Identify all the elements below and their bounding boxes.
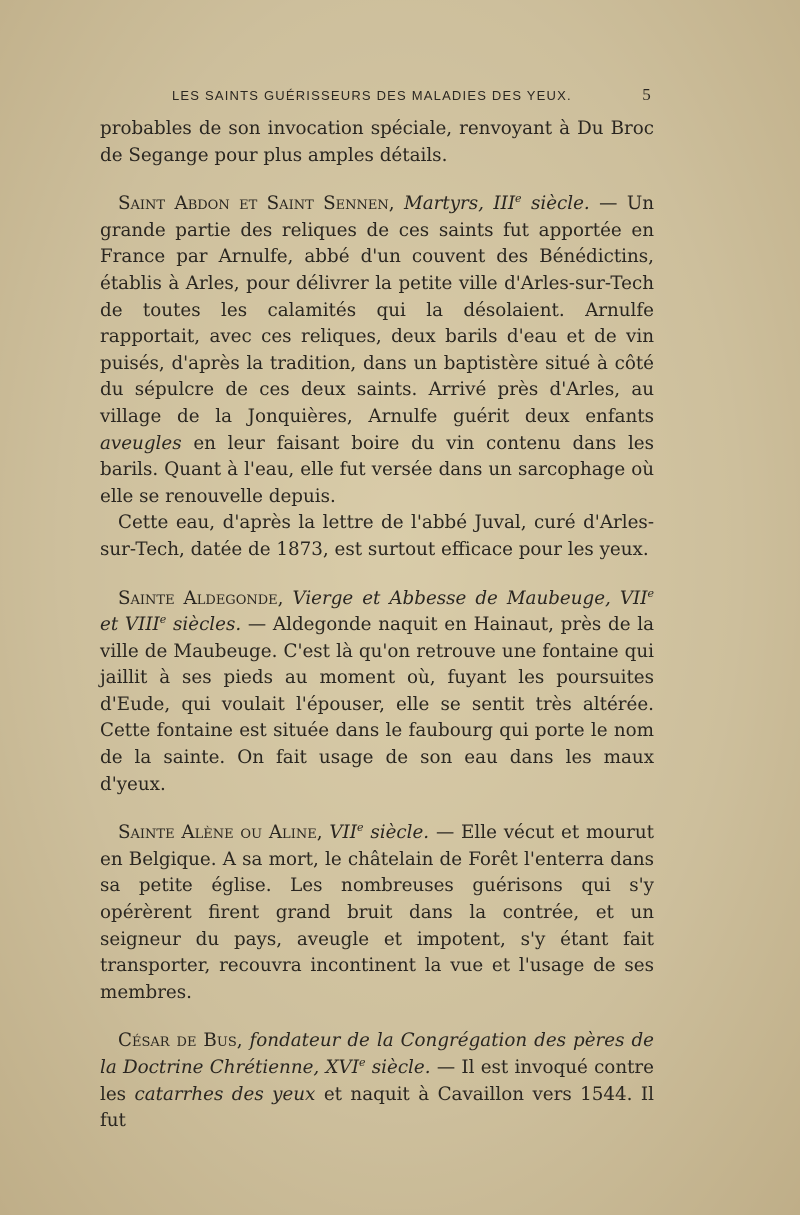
header-title: LES SAINTS GUÉRISSEURS DES MALADIES DES YEUX. (172, 88, 572, 103)
entry-abdon-sennen (100, 191, 654, 510)
page-number: 5 (642, 85, 652, 104)
entry-cesar-de-bus (100, 1028, 654, 1134)
entry-text: — Aldegonde naquit en Hainaut, près de la ville de Maubeuge. C'est là qu'on retrouve une fontaine qui jaillit à ses pieds au moment où, fuyant les poursuites d'Eude, qui voulait l'épouser, elle se sentit très altérée. Cette fontaine est située dans le faubourg qui porte le nom de la sainte. On fait usage de son eau dans les maux d'yeux. (100, 614, 655, 795)
entry-qualifier: VIIe siècle. (329, 821, 430, 844)
entry-text: — Un grande partie des reliques de ces saints fut apportée en France par Arnulfe, abbé d'un couvent des Bénédictins, établis à Arles, pour délivrer la petite ville d'Arles-sur-Tech de toutes les calamités qui la désolaient. Arnulfe rapportait, avec ces reliques, deux barils d'eau et de vin puisés, d'après la tradition, dans un baptistère situé à côté du sépulcre de ces deux saints. Arrivé près d'Arles, au village de la Jonquières, Arnulfe guérit deux enfants (100, 193, 655, 427)
entry-name: Saint Abdon et Saint Sennen, (118, 193, 395, 215)
entry-aldegonde (100, 586, 654, 799)
entry-text-2: en leur faisant boire du vin contenu dans les barils. Quant à l'eau, elle fut versée dans un sarcophage où elle se renouvelle depuis. (100, 432, 655, 507)
entry-text: — Il est invoqué contre les (100, 1057, 654, 1105)
entry-qualifier: fondateur de la Congrégation des pères de la Doctrine Chrétienne, XVIe siècle. (100, 1030, 654, 1078)
entry-emphasis: aveugles (100, 432, 182, 454)
entry-qualifier: Martyrs, IIIe siècle. (404, 192, 590, 215)
entry-name: César de Bus, (118, 1030, 243, 1052)
entry-qualifier: Vierge et Abbesse de Maubeuge, VIIe et VIIIe siècles. (100, 586, 654, 636)
paragraph-text: probables de son invocation spéciale, renvoyant à Du Broc de Segange pour plus amples détails. (100, 118, 654, 166)
entry-alene (100, 820, 654, 1006)
entry-emphasis: catarrhes des yeux (134, 1083, 316, 1105)
paragraph-continuation (100, 116, 654, 169)
entry-text: — Elle vécut et mourut en Belgique. A sa mort, le châtelain de Forêt l'enterra dans sa petite église. Les nombreuses guérisons qui s'y opérèrent firent grand bruit dans la contrée, et un seigneur du pays, aveugle et impotent, s'y étant fait transporter, recouvra incontinent la vue et l'usage de ses membres. (100, 822, 655, 1003)
entry-name: Sainte Aldegonde, (118, 587, 284, 609)
entry-name: Sainte Alène ou Aline, (118, 822, 323, 844)
entry-text-2: et naquit à Cavaillon vers 1544. Il fut (100, 1083, 655, 1132)
entry-abdon-continuation (100, 510, 654, 563)
page-body (100, 116, 654, 1135)
paragraph-text: Cette eau, d'après la lettre de l'abbé Juval, curé d'Arles-sur-Tech, datée de 1873, est surtout efficace pour les yeux. (100, 512, 654, 560)
